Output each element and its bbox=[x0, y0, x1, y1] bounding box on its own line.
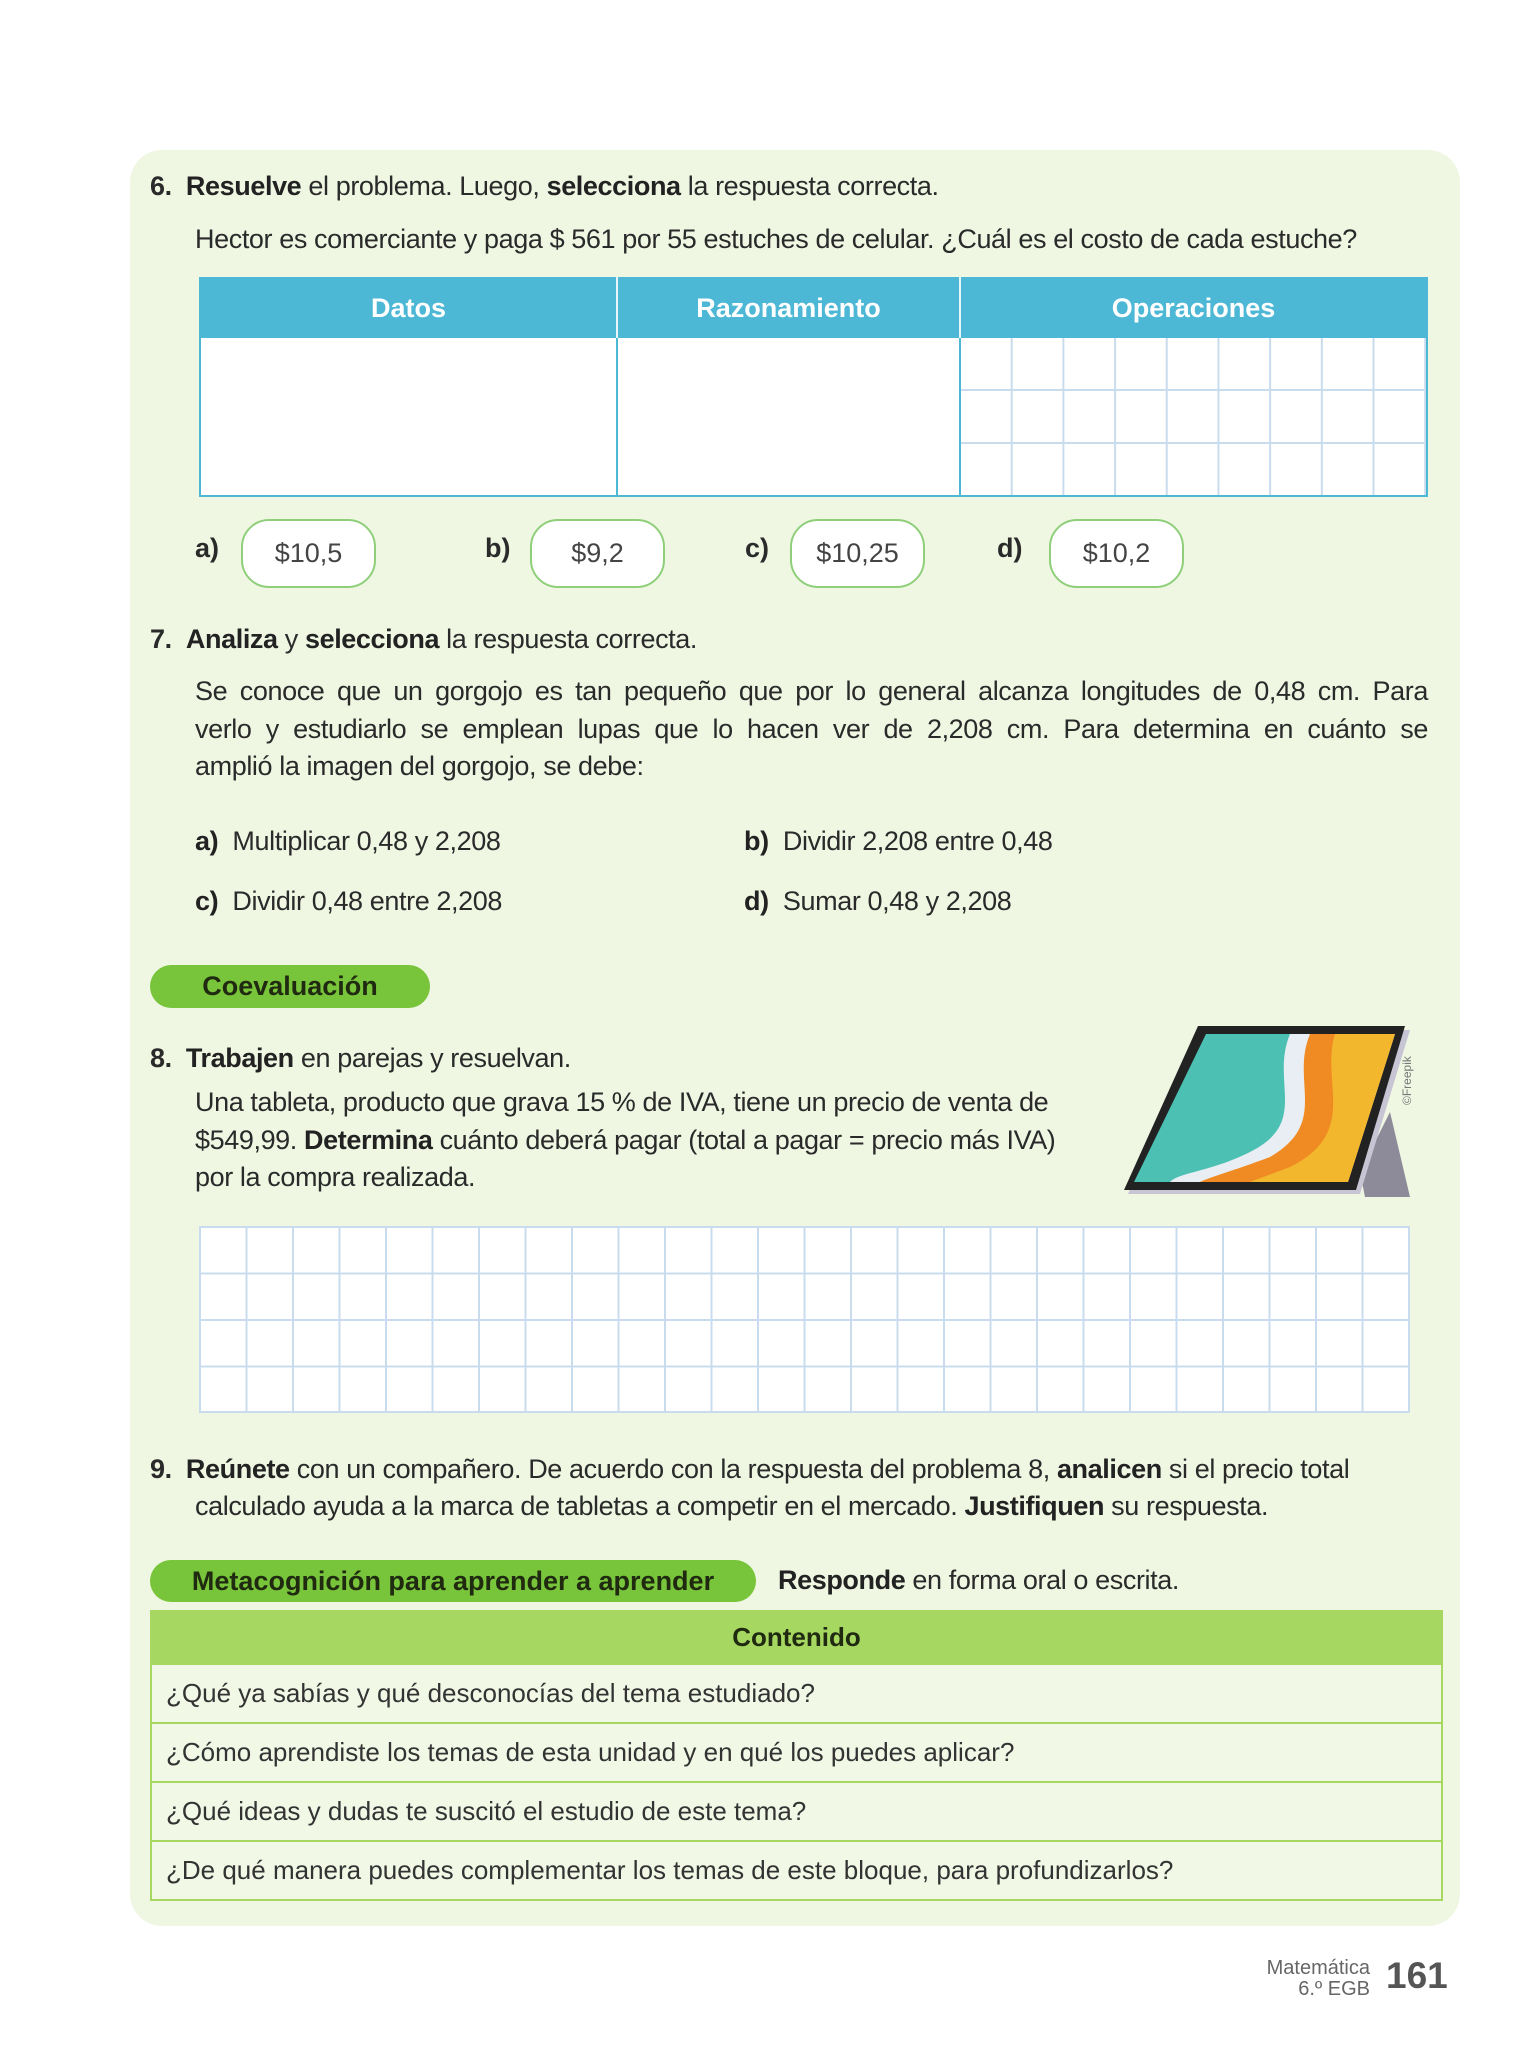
datos-cell[interactable] bbox=[200, 338, 617, 496]
q7-option-c[interactable]: c) Dividir 0,48 entre 2,208 bbox=[195, 886, 502, 916]
option-d-button[interactable]: $10,2 bbox=[1049, 519, 1184, 588]
q7-text-line: verlo y estudiarlo se emplean lupas que lo hacen ver de 2,208 cm. Para determina en cuánto se bbox=[195, 714, 1428, 744]
content-header: Contenido bbox=[151, 1611, 1442, 1664]
q6-problem: Hector es comerciante y paga $ 561 por 55 estuches de celular. ¿Cuál es el costo de cada estuche? bbox=[195, 224, 1357, 254]
metacognicion-badge: Metacognición para aprender a aprender bbox=[150, 1560, 756, 1602]
header-razonamiento: Razonamiento bbox=[617, 278, 960, 338]
option-a-label: a) bbox=[195, 533, 220, 563]
q8-instruction: 8. Trabajen en parejas y resuelvan. bbox=[150, 1043, 571, 1073]
q6-instruction: 6. Resuelve el problema. Luego, selecciona la respuesta correcta. bbox=[150, 171, 939, 201]
q7-option-d[interactable]: d) Sumar 0,48 y 2,208 bbox=[744, 886, 1012, 916]
content-row: ¿Qué ideas y dudas te suscitó el estudio de este tema? bbox=[151, 1782, 1442, 1841]
q8-text-line: $549,99. Determina cuánto deberá pagar (total a pagar = precio más IVA) bbox=[195, 1125, 1056, 1155]
option-b-button[interactable]: $9,2 bbox=[530, 519, 665, 588]
option-b-label: b) bbox=[485, 533, 511, 563]
content-row: ¿De qué manera puedes complementar los temas de este bloque, para profundizarlos? bbox=[151, 1841, 1442, 1900]
razonamiento-cell[interactable] bbox=[617, 338, 960, 496]
meta-instruction: Responde en forma oral o escrita. bbox=[778, 1565, 1179, 1595]
content-table bbox=[150, 1610, 1443, 1901]
content-row: ¿Cómo aprendiste los temas de esta unidad y en qué los puedes aplicar? bbox=[151, 1723, 1442, 1782]
q7-option-a[interactable]: a) Multiplicar 0,48 y 2,208 bbox=[195, 826, 501, 856]
operaciones-grid[interactable] bbox=[960, 338, 1427, 496]
q8-text-line: por la compra realizada. bbox=[195, 1162, 476, 1192]
q8-text-line: Una tableta, producto que grava 15 % de IVA, tiene un precio de venta de bbox=[195, 1087, 1049, 1117]
tablet-image bbox=[1120, 1022, 1420, 1207]
header-datos: Datos bbox=[200, 278, 617, 338]
footer-subject: Matemática 6.º EGB bbox=[1266, 1957, 1370, 2000]
work-grid[interactable] bbox=[199, 1226, 1410, 1413]
coevaluacion-badge: Coevaluación bbox=[150, 965, 430, 1008]
solution-table bbox=[199, 277, 1428, 497]
option-a-button[interactable]: $10,5 bbox=[241, 519, 376, 588]
option-c-label: c) bbox=[745, 533, 770, 563]
q7-option-b[interactable]: b) Dividir 2,208 entre 0,48 bbox=[744, 826, 1053, 856]
q7-text-line: Se conoce que un gorgojo es tan pequeño que por lo general alcanza longitudes de 0,48 cm. Para bbox=[195, 676, 1428, 706]
q9-text-line: calculado ayuda a la marca de tabletas a competir en el mercado. Justifiquen su respuesta. bbox=[195, 1491, 1269, 1521]
page-number: 161 bbox=[1386, 1955, 1448, 1996]
q7-instruction: 7. Analiza y selecciona la respuesta correcta. bbox=[150, 624, 697, 654]
image-credit: ©Freepik bbox=[1400, 1056, 1414, 1105]
option-d-label: d) bbox=[997, 533, 1023, 563]
q7-text-line: amplió la imagen del gorgojo, se debe: bbox=[195, 751, 644, 781]
content-row: ¿Qué ya sabías y qué desconocías del tema estudiado? bbox=[151, 1664, 1442, 1723]
q9-instruction: 9. Reúnete con un compañero. De acuerdo con la respuesta del problema 8, analicen si el precio total bbox=[150, 1454, 1350, 1484]
option-c-button[interactable]: $10,25 bbox=[790, 519, 925, 588]
header-operaciones: Operaciones bbox=[960, 278, 1427, 338]
